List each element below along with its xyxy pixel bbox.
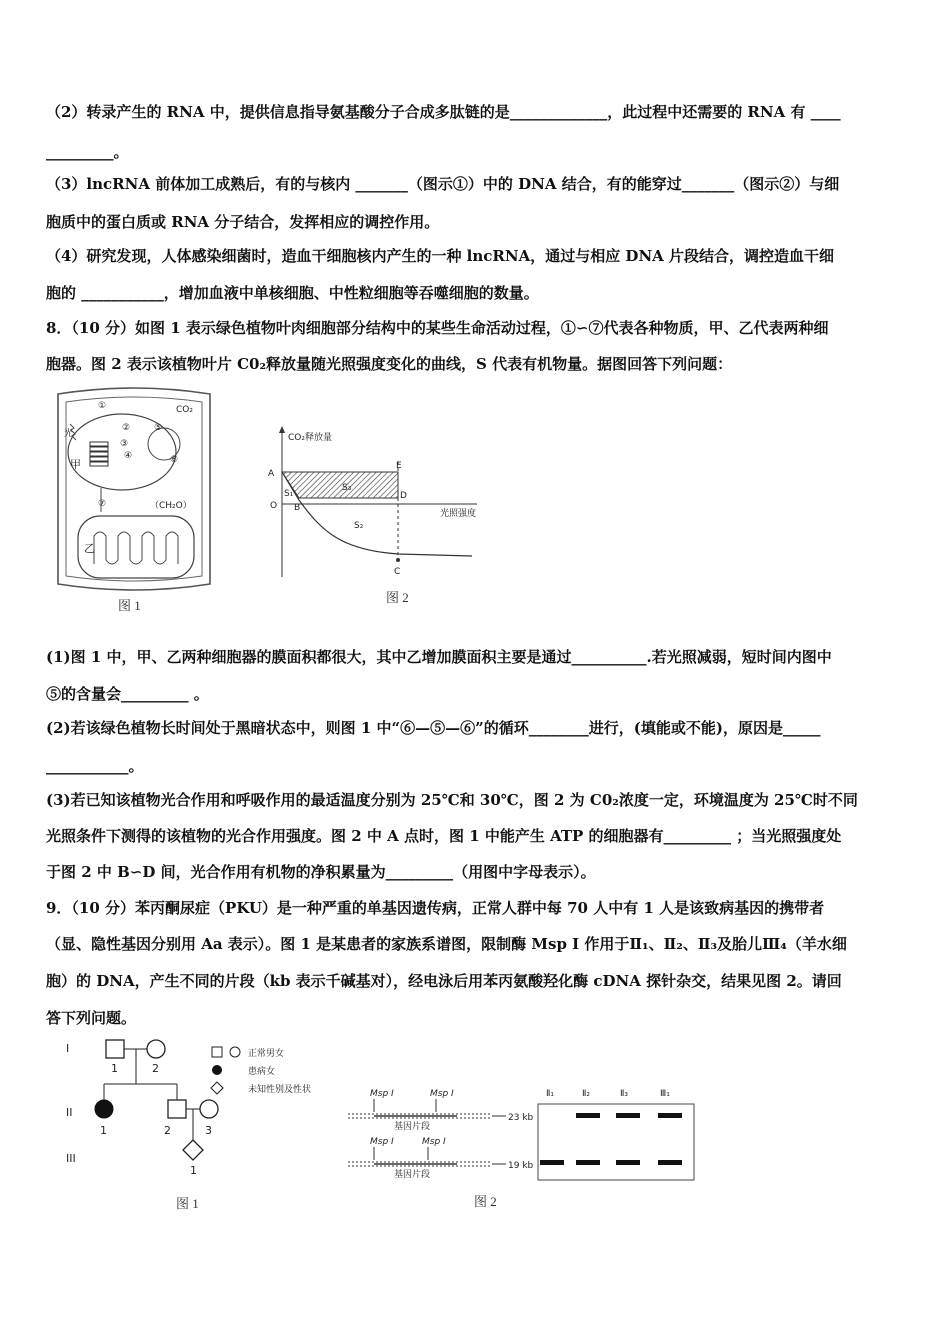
text-line-2: _________。 <box>46 143 129 161</box>
gen-2-label: II <box>66 1106 73 1119</box>
size-23kb: 23 kb <box>508 1113 534 1123</box>
i1-number: 1 <box>111 1062 118 1075</box>
legend-unknown-symbol <box>211 1082 223 1094</box>
legend-male-symbol <box>212 1047 222 1057</box>
msp-label-2a: Msp I <box>370 1137 394 1147</box>
msp-label-2b: Msp I <box>422 1137 446 1147</box>
s1-label: S₁ <box>284 489 294 499</box>
lane-ii3-label: Ⅱ₃ <box>620 1089 629 1099</box>
gen-1-label: I <box>66 1042 70 1055</box>
band-iii1-19kb <box>658 1160 682 1165</box>
mitochondrion-label: 乙 <box>84 542 95 555</box>
gen-3-label: III <box>66 1152 76 1165</box>
i2-number: 2 <box>152 1062 159 1075</box>
text-line-4: 胞质中的蛋白质或 RNA 分子结合，发挥相应的调控作用。 <box>46 213 440 231</box>
band-ii3-23kb <box>616 1113 640 1118</box>
label-7: ⑦ <box>98 499 107 509</box>
band-ii1-19kb <box>540 1160 564 1165</box>
question-9-line-1: 9．（10 分）苯丙酮尿症（PKU）是一种严重的单基因遗传病，正常人群中每 70 人中有 1 人是该致病基因的携带者 <box>46 899 825 917</box>
text-line-1: （2）转录产生的 RNA 中，提供信息指导氨基酸分子合成多肽链的是_____________，此过程中还需要的 RNA 有 ____ <box>46 103 841 121</box>
co2-label: CO₂ <box>176 405 193 415</box>
question-8-sub2-line-1: (2)若该绿色植物长时间处于黑暗状态中，则图 1 中“⑥—⑤—⑥”的循环________进行，(填能或不能)，原因是_____ <box>46 719 821 737</box>
question-8-sub1-line-2: ⑤的含量会_________ 。 <box>46 685 209 703</box>
legend-female-symbol <box>230 1047 240 1057</box>
band-ii3-19kb <box>616 1160 640 1165</box>
cristae <box>94 532 178 564</box>
band-ii2-19kb <box>576 1160 600 1165</box>
msp-label-1a: Msp I <box>370 1089 394 1099</box>
ii1-affected-female <box>95 1100 113 1118</box>
s3-label: S₃ <box>342 483 352 493</box>
text-line-6: 胞的 ___________，增加血液中单核细胞、中性粒细胞等吞噬细胞的数量。 <box>46 284 539 302</box>
thylakoid-stack <box>90 442 108 466</box>
figure-co2-curve <box>262 422 492 612</box>
lane-ii2-label: Ⅱ₂ <box>582 1089 591 1099</box>
lane-ii1-label: Ⅱ₁ <box>546 1089 555 1099</box>
point-b-label: B <box>294 503 301 513</box>
label-3: ③ <box>120 439 129 449</box>
msp-label-1b: Msp I <box>430 1089 454 1099</box>
figure-2-caption: 图 2 <box>386 590 409 605</box>
s2-label: S₂ <box>354 521 364 531</box>
ii3-number: 3 <box>205 1124 212 1137</box>
gel-caption: 图 2 <box>474 1194 497 1209</box>
label-1: ① <box>98 401 107 411</box>
legend-affected-symbol <box>212 1065 222 1075</box>
point-e-label: E <box>396 461 402 471</box>
ii2-number: 2 <box>164 1124 171 1137</box>
ch2o-label: （CH₂O） <box>150 501 192 511</box>
label-4: ④ <box>124 451 133 461</box>
point-d-label: D <box>400 491 407 501</box>
i1-male <box>106 1040 124 1058</box>
band-iii1-23kb <box>658 1113 682 1118</box>
point-c-label: C <box>394 567 401 577</box>
ii1-number: 1 <box>100 1124 107 1137</box>
question-9-line-4: 答下列问题。 <box>46 1009 137 1027</box>
x-axis-label: 光照强度 <box>440 509 477 519</box>
text-line-5: （4）研究发现，人体感染细菌时，造血干细胞核内产生的一种 lncRNA，通过与相应 DNA 片段结合，调控造血干细 <box>46 247 835 265</box>
pedigree-caption: 图 1 <box>176 1196 199 1211</box>
i2-female <box>147 1040 165 1058</box>
iii1-number: 1 <box>190 1164 197 1177</box>
s3-hatched-area <box>282 472 398 498</box>
lane-iii1-label: Ⅲ₁ <box>660 1089 670 1099</box>
legend-affected: 患病女 <box>248 1067 276 1077</box>
question-8-line-2: 胞器。图 2 表示该植物叶片 C0₂释放量随光照强度变化的曲线，S 代表有机物量。据图回答下列问题： <box>46 355 733 373</box>
fragment-label-2: 基因片段 <box>394 1170 431 1180</box>
text-line-3: （3）lncRNA 前体加工成熟后，有的与核内 _______（图示①）中的 DNA 结合，有的能穿过_______（图示②）与细 <box>46 175 840 193</box>
y-axis-arrow <box>279 426 285 433</box>
size-19kb: 19 kb <box>508 1161 534 1171</box>
mitochondrion <box>78 516 194 578</box>
label-5: ⑤ <box>154 423 163 433</box>
figure-pedigree <box>60 1036 330 1214</box>
band-ii2-23kb <box>576 1113 600 1118</box>
ii2-male <box>168 1100 186 1118</box>
question-8-sub2-line-2: ___________。 <box>46 757 144 775</box>
figure-1-caption: 图 1 <box>118 598 141 613</box>
light-label: 光 <box>64 429 74 439</box>
question-8-sub3-line-2: 光照条件下测得的该植物的光合作用强度。图 2 中 A 点时，图 1 中能产生 ATP 的细胞器有_________ ；当光照强度处 <box>46 827 842 845</box>
label-6: ⑥ <box>170 455 179 465</box>
fragment-label-1: 基因片段 <box>394 1122 431 1132</box>
question-8-sub3-line-1: (3)若已知该植物光合作用和呼吸作用的最适温度分别为 25℃和 30℃，图 2 为 C0₂浓度一定，环境温度为 25℃时不同 <box>46 791 858 809</box>
question-8-sub1-line-1: (1)图 1 中，甲、乙两种细胞器的膜面积都很大，其中乙增加膜面积主要是通过__________.若光照减弱，短时间内图中 <box>46 648 832 666</box>
iii1-unknown <box>183 1140 203 1160</box>
legend-normal: 正常男女 <box>248 1049 285 1059</box>
ii3-female <box>200 1100 218 1118</box>
y-axis-label: CO₂释放量 <box>288 433 332 443</box>
chloroplast-label: 甲 <box>70 458 81 471</box>
figure-cell-diagram <box>44 384 224 620</box>
origin-label: O <box>270 501 278 511</box>
question-9-line-2: （显、隐性基因分别用 Aa 表示）。图 1 是某患者的家族系谱图，限制酶 Msp I 作用于Ⅱ₁、Ⅱ₂、Ⅱ₃及胎儿Ⅲ₄（羊水细 <box>46 935 847 953</box>
question-8-line-1: 8．（10 分）如图 1 表示绿色植物叶肉细胞部分结构中的某些生命活动过程，①∽⑦代表各种物质，甲、乙代表两种细 <box>46 319 829 337</box>
label-2: ② <box>122 423 131 433</box>
question-9-line-3: 胞）的 DNA，产生不同的片段（kb 表示千碱基对），经电泳后用苯丙氨酸羟化酶 cDNA 探针杂交，结果见图 2。请回 <box>46 972 842 990</box>
question-8-sub3-line-3: 于图 2 中 B∽D 间，光合作用有机物的净积累量为_________（用图中字母表示）。 <box>46 863 596 881</box>
figure-gel <box>342 1076 702 1216</box>
legend-unknown: 未知性别及性状 <box>248 1085 312 1095</box>
point-c <box>396 558 400 562</box>
point-a-label: A <box>268 469 275 479</box>
